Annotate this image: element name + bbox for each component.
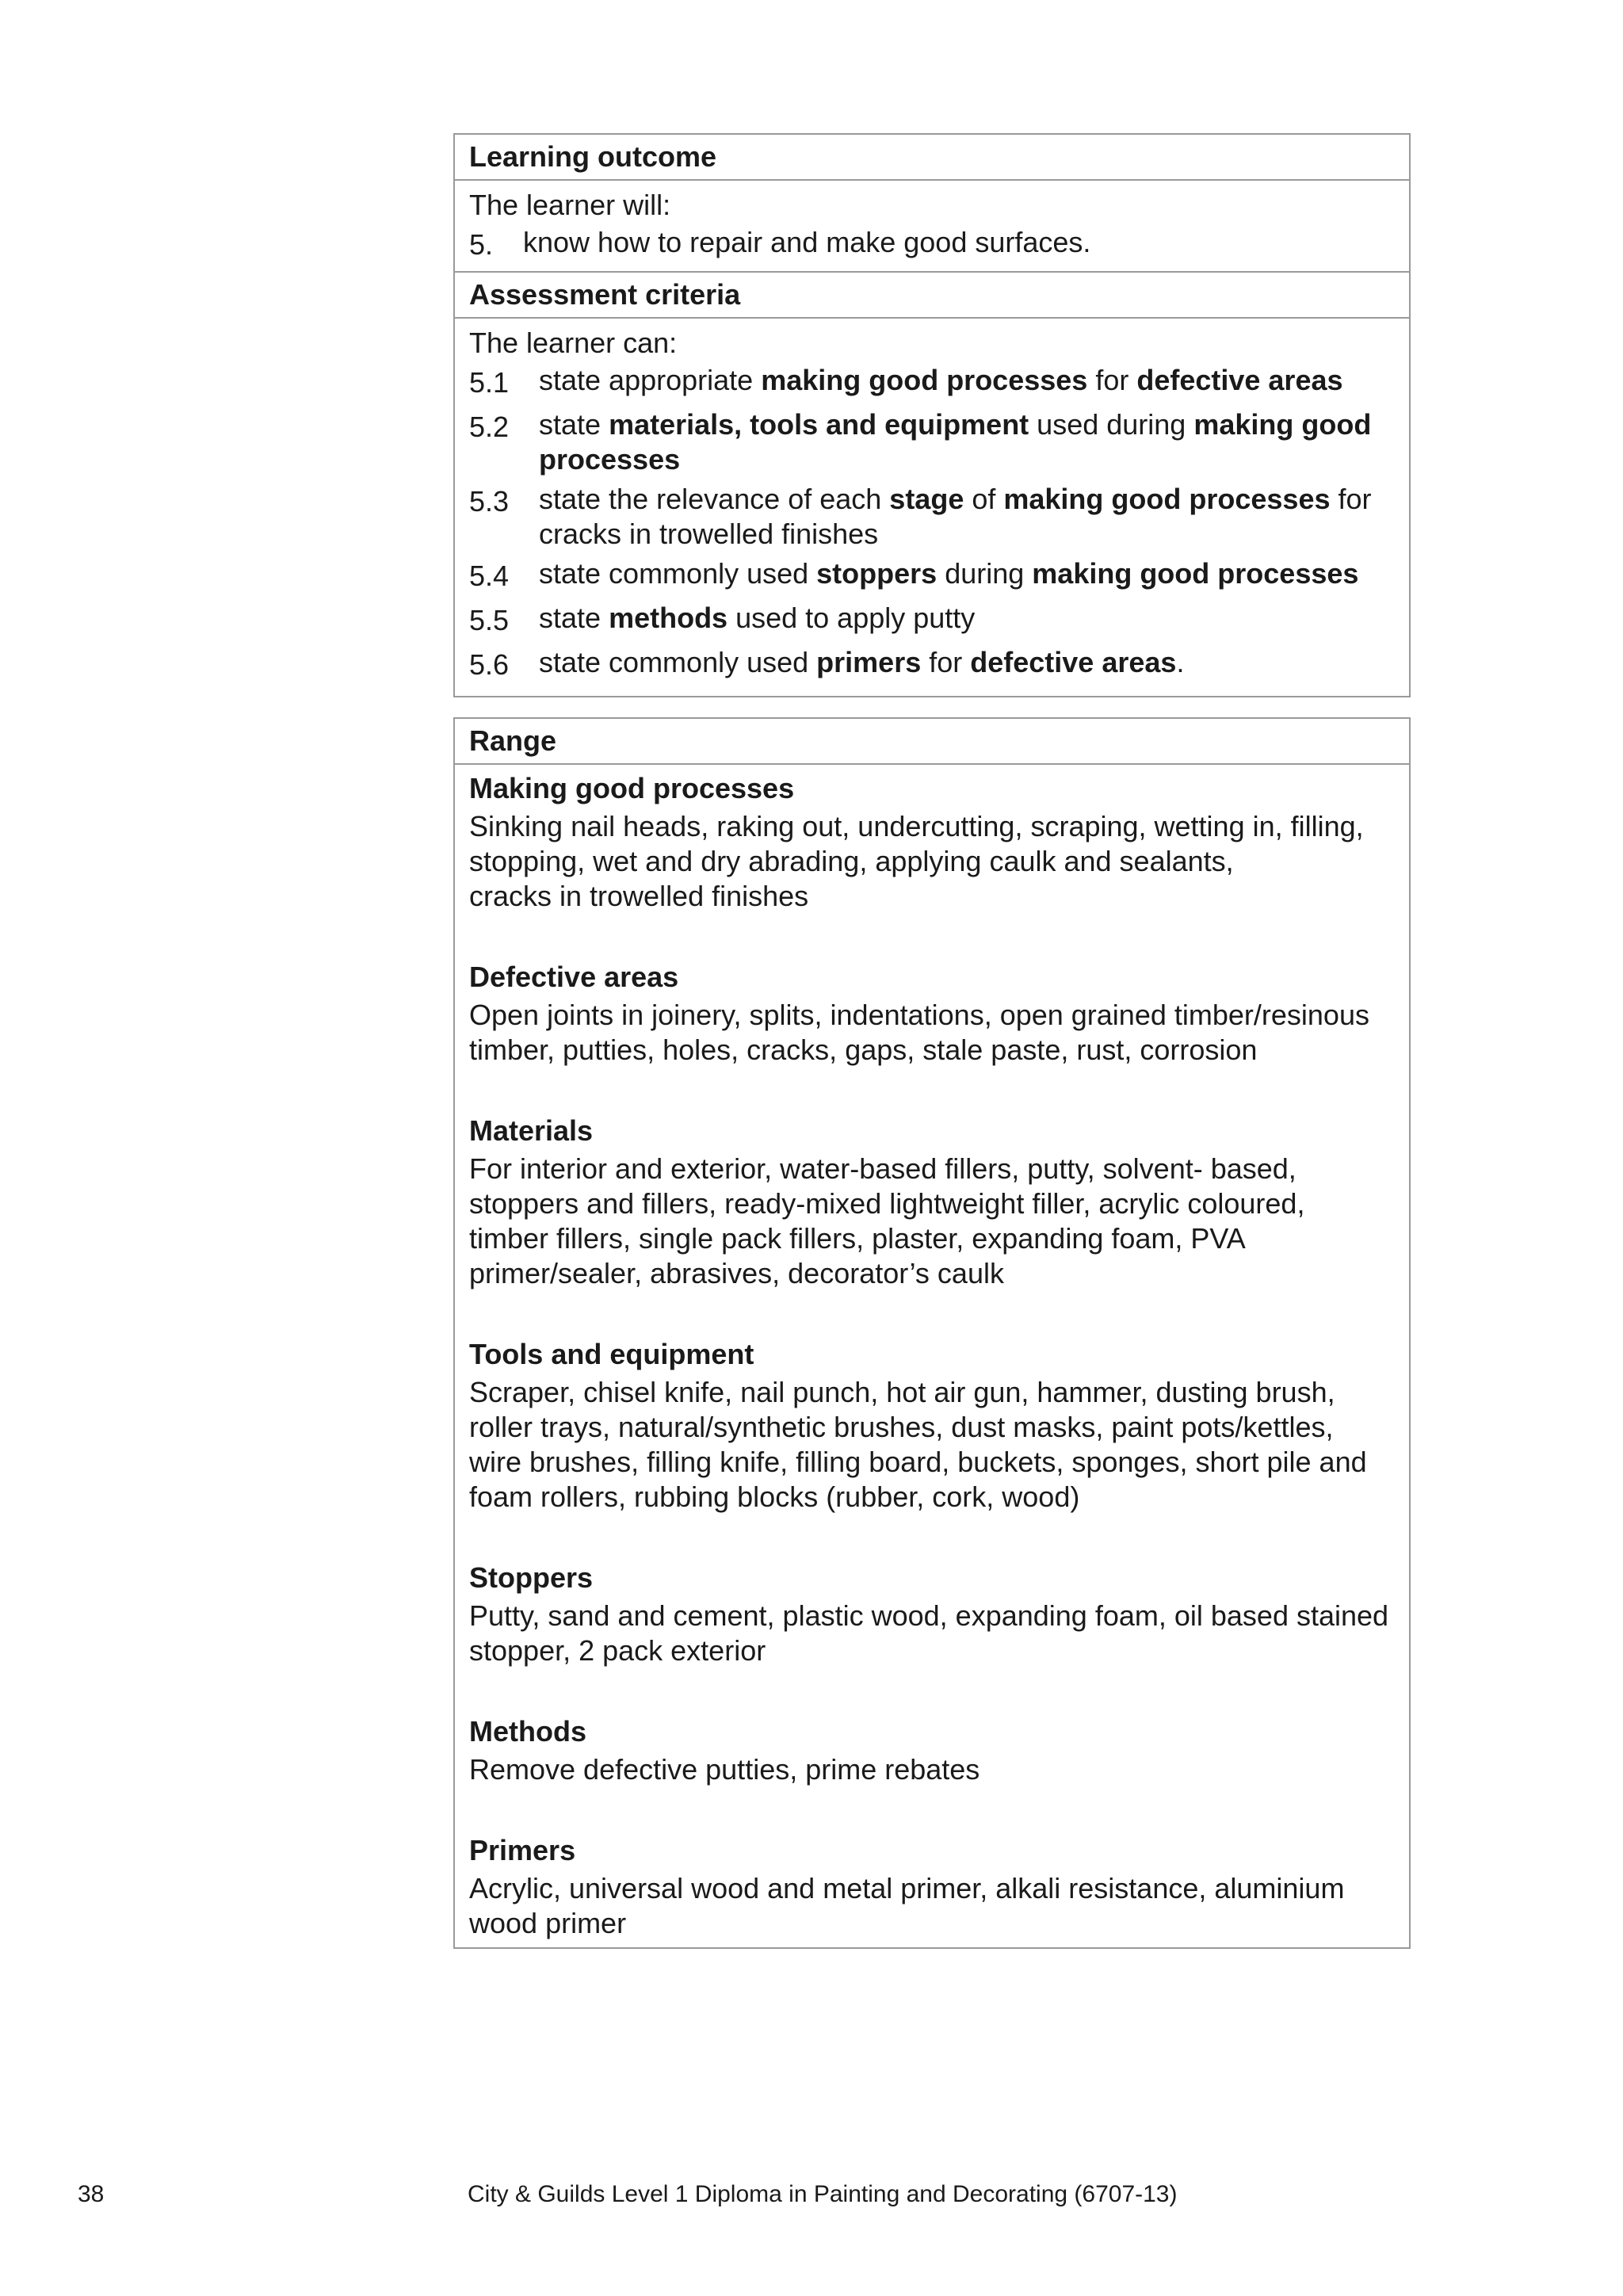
criteria-number: 5.6: [469, 648, 510, 681]
criteria-text-part: state: [539, 408, 609, 441]
assessment-criteria-intro: The learner can:: [469, 327, 678, 359]
criteria-item: [469, 482, 1395, 552]
criteria-text-part: used during: [1029, 408, 1194, 441]
range-group-title: Making good processes: [469, 772, 795, 804]
range-group-line: Acrylic, universal wood and metal primer, alkali resistance, aluminium: [469, 1872, 1345, 1904]
criteria-key-term: making good processes: [1032, 557, 1359, 590]
criteria-key-term: making good processes: [761, 364, 1088, 396]
footer-title: City & Guilds Level 1 Diploma in Painting and Decorating (6707-13): [468, 2181, 1178, 2207]
criteria-item: [469, 601, 1395, 640]
range-group: [469, 1557, 1395, 1668]
range-group-line: timber, putties, holes, cracks, gaps, stale paste, rust, corrosion: [469, 1033, 1258, 1066]
criteria-text: [539, 556, 1395, 596]
learning-outcome-section: [455, 181, 1409, 273]
criteria-key-term: defective areas: [970, 646, 1177, 678]
criteria-key-term: stoppers: [816, 557, 938, 590]
range-group-title: Materials: [469, 1114, 594, 1147]
criteria-item: [469, 645, 1395, 685]
range-group-line: roller trays, natural/synthetic brushes, dust masks, paint pots/kettles,: [469, 1411, 1334, 1443]
criteria-text-part: state: [539, 602, 609, 634]
range-group-line: Sinking nail heads, raking out, undercutting, scraping, wetting in, filling,: [469, 810, 1364, 842]
learning-outcome-text: know how to repair and make good surfaces.: [523, 226, 1091, 258]
criteria-text-part: for cracks in trowelled finishes: [539, 483, 1372, 550]
criteria-key-term: defective areas: [1136, 364, 1343, 396]
criteria-number: 5.2: [469, 411, 510, 443]
range-group: [469, 1334, 1395, 1515]
criteria-key-term: methods: [609, 602, 728, 634]
range-body: [455, 765, 1409, 1947]
learning-outcome-item: [469, 225, 1395, 265]
range-group-title: Defective areas: [469, 961, 679, 993]
range-group: [469, 957, 1395, 1068]
range-table: [453, 717, 1411, 1949]
range-group-title: Stoppers: [469, 1561, 594, 1594]
learning-outcome-intro: The learner will:: [469, 189, 671, 221]
criteria-text: [539, 601, 1395, 640]
range-heading: Range: [455, 719, 1409, 765]
criteria-number: 5.3: [469, 485, 510, 518]
range-group-line: foam rollers, rubbing blocks (rubber, cork, wood): [469, 1480, 1080, 1513]
criteria-text-part: during: [937, 557, 1033, 590]
range-group-title: Methods: [469, 1715, 586, 1748]
criteria-number: 5.5: [469, 604, 510, 636]
range-group-line: Open joints in joinery, splits, indentations, open grained timber/resinous: [469, 999, 1369, 1031]
criteria-key-term: primers: [816, 646, 922, 678]
range-group-title: Primers: [469, 1834, 576, 1866]
assessment-criteria-heading: Assessment criteria: [455, 273, 1409, 319]
criteria-key-term: stage: [889, 483, 964, 515]
range-group-line: For interior and exterior, water-based fillers, putty, solvent- based,: [469, 1152, 1296, 1185]
criteria-text: [539, 482, 1395, 552]
criteria-key-term: making good processes: [539, 408, 1372, 476]
range-group-line: Scraper, chisel knife, nail punch, hot air gun, hammer, dusting brush,: [469, 1376, 1335, 1408]
range-group-line: Putty, sand and cement, plastic wood, expanding foam, oil based stained: [469, 1599, 1389, 1632]
range-group-line: stopping, wet and dry abrading, applying caulk and sealants,: [469, 845, 1234, 877]
assessment-criteria-section: [455, 319, 1409, 696]
criteria-text-part: state the relevance of each: [539, 483, 890, 515]
range-group: [469, 1711, 1395, 1787]
range-group: [469, 768, 1395, 914]
range-group: [469, 1830, 1395, 1941]
criteria-number: 5.4: [469, 560, 510, 592]
criteria-text: [539, 363, 1395, 403]
criteria-text-part: state appropriate: [539, 364, 762, 396]
criteria-text-part: for: [1087, 364, 1137, 396]
criteria-key-term: making good processes: [1003, 483, 1331, 515]
range-group-line: stopper, 2 pack exterior: [469, 1634, 766, 1667]
range-group: [469, 1110, 1395, 1291]
range-group-line: Remove defective putties, prime rebates: [469, 1753, 980, 1786]
criteria-item: [469, 407, 1395, 477]
criteria-text-part: for: [921, 646, 971, 678]
range-group-line: wire brushes, filling knife, filling board, buckets, sponges, short pile and: [469, 1446, 1367, 1478]
criteria-text-part: state commonly used: [539, 557, 817, 590]
criteria-text-part: state commonly used: [539, 646, 817, 678]
range-group-title: Tools and equipment: [469, 1338, 754, 1370]
learning-outcome-table: [453, 133, 1411, 697]
range-group-line: wood primer: [469, 1907, 627, 1939]
page-number: 38: [78, 2181, 105, 2207]
criteria-text: [539, 645, 1395, 685]
criteria-text-part: used to apply putty: [727, 602, 976, 634]
criteria-text: [539, 407, 1395, 477]
criteria-number: 5.1: [469, 366, 510, 399]
assessment-criteria-list: [469, 363, 1395, 685]
criteria-key-term: materials, tools and equipment: [609, 408, 1029, 441]
range-group-line: stoppers and fillers, ready-mixed lightweight filler, acrylic coloured,: [469, 1187, 1305, 1220]
learning-outcome-number: 5.: [469, 228, 494, 261]
learning-outcome-heading: Learning outcome: [455, 135, 1409, 181]
criteria-text-part: of: [964, 483, 1004, 515]
criteria-item: [469, 556, 1395, 596]
range-group-line: cracks in trowelled finishes: [469, 880, 809, 912]
criteria-text-part: .: [1176, 646, 1185, 678]
range-group-line: timber fillers, single pack fillers, plaster, expanding foam, PVA: [469, 1222, 1246, 1255]
criteria-item: [469, 363, 1395, 403]
range-group-line: primer/sealer, abrasives, decorator’s caulk: [469, 1257, 1004, 1289]
